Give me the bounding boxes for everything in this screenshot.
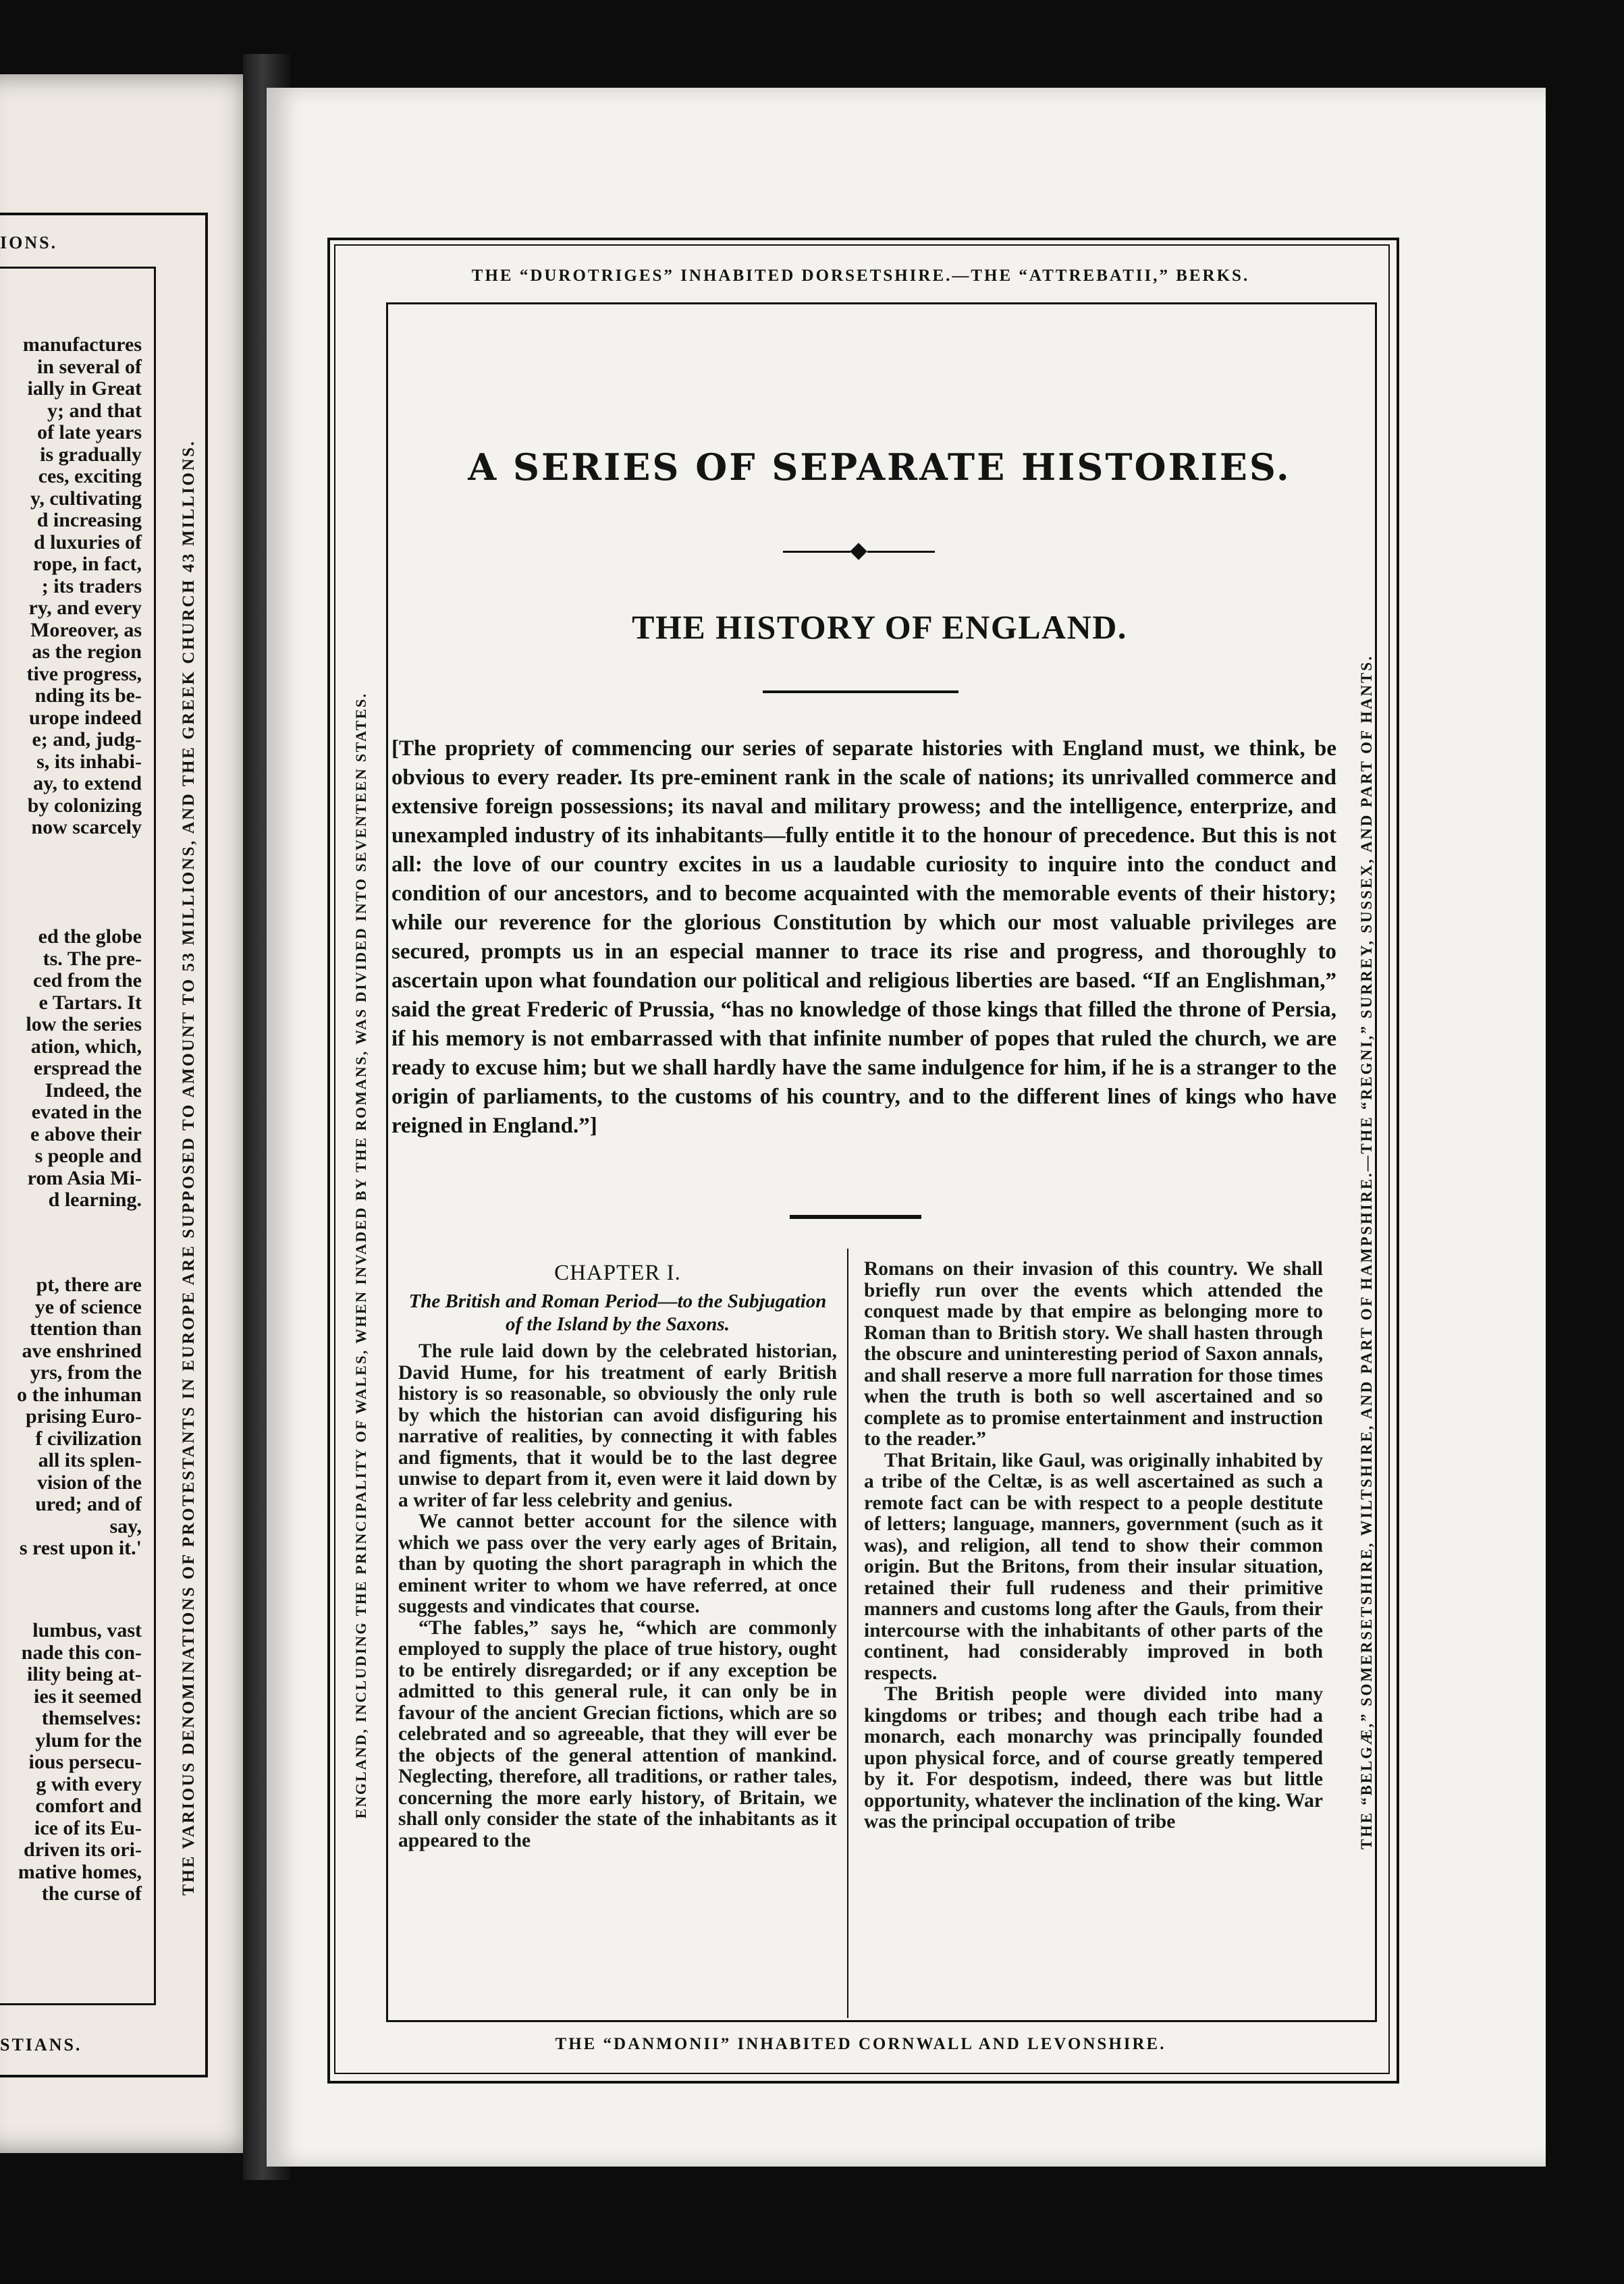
series-title: A SERIES OF SEPARATE HISTORIES. <box>468 445 1291 489</box>
left-page-text-line: urope indeed <box>29 706 142 729</box>
left-page-text-line: ies it seemed <box>34 1685 142 1708</box>
left-page-text-line: manufactures <box>22 333 142 356</box>
left-page-text-line: nding its be- <box>34 684 142 707</box>
left-page-text-line: e Tartars. It <box>38 991 142 1014</box>
left-page-text-line: as the region <box>32 641 142 663</box>
left-page-text-line: e; and, judg- <box>32 728 142 751</box>
left-page-text-line: f civilization <box>35 1427 142 1450</box>
left-page-text-line: ry, and every <box>28 597 142 619</box>
left-page-text-block <box>23 334 142 839</box>
left-page-text-line: y; and that <box>47 399 142 422</box>
left-page-text-line: ; its traders <box>41 574 142 597</box>
left-page-text-block <box>17 1274 142 1560</box>
left-page-text-line: Moreover, as <box>30 618 142 641</box>
intro-paragraph: [The propriety of commencing our series of separate histories with England must, we think, be obvious to every reader. Its pre-eminent rank in the scale of nations; its unrivalled commerce and extensive foreign possessions; its naval and military prowess; and the intelligence, enterprize, and unexampled industry of its inhabitants—fully entitle it to the honour of precedence. But this is not all: the love of our country excites in us a laudable curiosity to inquire into the conduct and condition of our ancestors, and to become acquainted with the memorable events of their history; while our reverence for the glorious Constitution by which our most valuable privileges are secured, prompts us in an especial manner to trace its rise and progress, and thoroughly to ascertain upon what foundation our political and religious liberties are based. “If an Englishman,” said the great Frederic of Prussia, “has no knowledge of those kings that filled the throne of Persia, if his memory is not embarrassed with that infinite number of popes that ruled the church, we are ready to excuse him; but we shall hardly have the same indulgence for him, if he is a stranger to the origin of parliaments, to the customs of his country, and to the different lines of kings who have reigned in England.”] <box>391 736 1336 1138</box>
left-page-text-line: driven its ori- <box>24 1839 142 1861</box>
left-page-text-line: nade this con- <box>21 1641 142 1664</box>
title-rule <box>763 690 958 693</box>
left-border-text: ENGLAND, INCLUDING THE PRINCIPALITY OF WALES, WHEN INVADED BY THE ROMANS, WAS DIVIDED INTO SEVENTEEN STATES. <box>352 692 369 1819</box>
body-paragraph: We cannot better account for the silence with which we pass over the very early ages of Britain, than by quoting the short paragraph in which the eminent writer to whom we have referred, at once suggests and vindicates that course. <box>398 1511 837 1617</box>
left-page-text-line: tive progress, <box>26 662 142 685</box>
left-page-text-line: ye of science <box>34 1295 142 1318</box>
left-page <box>0 74 267 2153</box>
left-page-text-line: ttention than <box>30 1317 142 1340</box>
left-page-text-line: s, its inhabi- <box>36 750 142 773</box>
body-paragraph: “The fables,” says he, “which are commonly employed to supply the place of true history, ought to be entirely disregarded; or if any exception be admitted to this general rule, it can only be in favour of the ancient Grecian fictions, which are so celebrated and so agreeable, that they will ever be the objects of the general attention of mankind. Neglecting, therefore, all traditions, or rather tales, concerning the more early history, of Britain, we shall only consider the state of the inhabitants as it appeared to the <box>398 1616 837 1851</box>
left-page-text-line: ation, which, <box>30 1035 142 1058</box>
left-page-text-line: o the inhuman <box>16 1383 142 1406</box>
left-page-text-line: vision of the <box>36 1471 142 1494</box>
section-rule <box>790 1215 921 1219</box>
chapter-heading: CHAPTER I. <box>554 1261 681 1285</box>
left-page-text-line: ility being at- <box>27 1663 142 1685</box>
left-page-text-line: s rest upon it.' <box>19 1537 142 1559</box>
left-page-text-block <box>18 1620 142 1905</box>
right-column <box>864 1259 1323 1833</box>
left-page-text-line: prising Euro- <box>26 1405 142 1428</box>
bottom-border-text: THE “DANMONII” INHABITED CORNWALL AND LEVONSHIRE. <box>555 2035 1166 2053</box>
right-border-text: THE “BELGÆ,” SOMERSETSHIRE, WILTSHIRE, AND PART OF HAMPSHIRE.—THE “REGNI,” SURREY, SUSSEX, AND PART OF HANTS. <box>1358 654 1375 1850</box>
left-page-text-line: d luxuries of <box>33 531 142 553</box>
left-page-text-line: s people and <box>34 1145 142 1167</box>
left-page-text-line: g with every <box>36 1772 142 1795</box>
right-page <box>267 88 1546 2167</box>
left-page-text-line: ed the globe <box>38 925 142 948</box>
left-page-text-line: now scarcely <box>31 816 142 838</box>
body-paragraph: That Britain, like Gaul, was originally inhabited by a tribe of the Celtæ, is as well ascertained as such a remote fact can be with respect to a people destitute of letters; language, manners, government (such as it was), and religion, all tend to show their common origin. But the Britons, from their insular situation, retained their full rudeness and their primitive manners and customs long after the Gauls, from their intercourse with the inhabitants of other parts of the continent, had considerably improved in both respects. <box>864 1449 1323 1684</box>
left-page-text-line: d increasing <box>36 509 142 531</box>
left-page-text-line: themselves: <box>41 1707 142 1729</box>
left-page-text-line: pt, there are <box>36 1274 142 1296</box>
top-border-text: THE “DUROTRIGES” INHABITED DORSETSHIRE.—THE “ATTREBATII,” BERKS. <box>471 267 1250 285</box>
left-page-text-line: ured; and of <box>35 1493 142 1515</box>
left-page-text-line: ay, to extend <box>33 772 142 794</box>
left-page-text-line: ces, exciting <box>38 465 142 487</box>
left-page-text-line: yrs, from the <box>30 1361 142 1384</box>
left-page-side-text: THE VARIOUS DENOMINATIONS OF PROTESTANTS IN EUROPE ARE SUPPOSED TO AMOUNT TO 53 MILLIONS, AND THE GREEK CHURCH 43 MILLIONS. <box>180 439 198 1896</box>
column-divider <box>847 1249 848 2018</box>
left-page-text-line: ially in Great <box>27 377 142 400</box>
left-page-text-line: mative homes, <box>18 1860 142 1883</box>
left-page-text-line: rom Asia Mi- <box>27 1166 142 1189</box>
left-page-text-line: say, <box>109 1515 142 1538</box>
left-page-text-line: ylum for the <box>35 1729 142 1751</box>
left-page-text-line: low the series <box>26 1013 142 1035</box>
left-page-text-line: of late years <box>37 421 142 443</box>
left-page-text-line: evated in the <box>31 1101 142 1123</box>
left-page-text-line: lumbus, vast <box>32 1619 142 1641</box>
left-page-text-line: is gradually <box>40 443 142 466</box>
left-page-text-line: comfort and <box>35 1795 142 1817</box>
left-page-text-line: the curse of <box>41 1882 142 1905</box>
left-page-text-line: by colonizing <box>27 794 142 817</box>
page-title: THE HISTORY OF ENGLAND. <box>632 608 1127 646</box>
left-page-text-line: erspread the <box>33 1057 142 1079</box>
left-page-text-line: rope, in fact, <box>32 553 142 575</box>
left-page-text-line: e above their <box>30 1122 142 1145</box>
body-paragraph: Romans on their invasion of this country. We shall briefly run over the events which attended the conquest made by that empire as belonging more to Roman than to British story. We shall hasten through the obscure and uninteresting period of Saxon annals, and shall reserve a more full narration for those times when the truth is both so well ascertained and so complete as to promise entertainment and instruction to the reader.” <box>864 1258 1323 1450</box>
left-page-text-line: ced from the <box>32 969 142 991</box>
left-column <box>398 1249 837 1851</box>
left-page-text-line: Indeed, the <box>45 1079 142 1102</box>
body-paragraph: The British people were divided into many kingdoms or tribes; and though each tribe had a monarch, each monarchy was principally founded upon physical force, and of course greatly tempered by it. For despotism, indeed, there was but little opportunity, whatever the inclination of the king. War was the principal occupation of tribe <box>864 1683 1323 1832</box>
left-page-text-line: all its splen- <box>38 1449 142 1471</box>
left-page-footer: STIANS. <box>0 2035 82 2055</box>
left-page-text-line: d learning. <box>48 1189 142 1211</box>
left-page-header: IONS. <box>0 233 58 252</box>
left-page-text-block <box>26 926 142 1212</box>
left-page-text-line: ice of its Eu- <box>34 1816 142 1839</box>
left-page-text-line: in several of <box>37 355 142 378</box>
ornament-divider <box>783 545 938 559</box>
left-page-text-line: ave enshrined <box>22 1339 142 1362</box>
body-paragraph: The rule laid down by the celebrated historian, David Hume, for his treatment of early British history is so reasonable, so obviously the only rule by which the historian can avoid disfiguring his narrative of realities, by connecting it with fables and figments, that it would be to the last degree unwise to depart from it, even were it laid down by a writer of far less celebrity and genius. <box>398 1340 837 1511</box>
left-page-text-line: ious persecu- <box>28 1751 142 1773</box>
chapter-subtitle: The British and Roman Period—to the Subjugation of the Island by the Saxons. <box>408 1290 827 1335</box>
left-page-text-line: ts. The pre- <box>43 947 142 970</box>
left-page-text-line: y, cultivating <box>30 487 142 510</box>
